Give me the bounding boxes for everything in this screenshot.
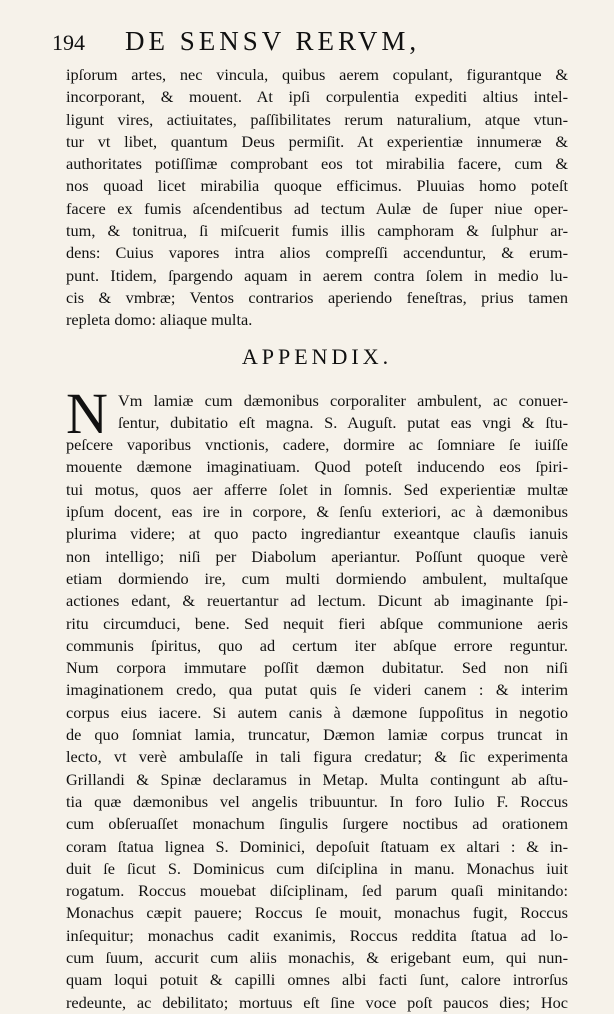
text-line: actiones edant, & reuertantur ad lectum. Dicunt ab imaginante ſpi- <box>66 591 568 611</box>
appendix-paragraph <box>66 380 568 1014</box>
text-line: lecto, vt verè ambulaſſe in tali figura credatur; & ſic experimenta <box>66 747 568 767</box>
text-line: facere ex fumis aſcendentibus ad tectum Aulæ de ſuper niue oper- <box>66 198 568 218</box>
text-line: mouente dæmone imaginatiuam. Quod poteſt inducendo eos ſpiri- <box>66 457 568 477</box>
text-line: ipſum docent, eas ire in corpore, & ſenſu exteriori, ac à dæmonibus <box>66 502 568 522</box>
continuation-paragraph <box>66 64 568 332</box>
text-line: cis & vmbræ; Ventos contrarios aperiendo feneſtras, prius tamen <box>66 287 568 307</box>
running-header <box>52 26 568 64</box>
text-line: tia quæ dæmonibus vel angelis tribuuntur. In foro Iulio F. Roccus <box>66 791 568 811</box>
appendix-heading: APPENDIX. <box>241 343 393 369</box>
text-line: ritu circumduci, bene. Sed nequit fieri abſque communione aeris <box>66 613 568 633</box>
text-line: Num corpora immutare poſſit dæmon dubitatur. Sed non niſi <box>66 658 568 678</box>
text-line: rogatum. Roccus mouebat diſciplinam, ſed parum quaſi minitando: <box>66 881 568 901</box>
text-line: cum ſuum, accurit cum aliis monachis, & erigebant eum, qui nun- <box>66 947 568 967</box>
text-line: imaginationem credo, qua putat quis ſe videri canem : & interim <box>66 680 568 700</box>
text-line: Monachus cæpit pauere; Roccus ſe mouit, monachus fugit, Roccus <box>66 903 568 923</box>
text-line: dens: Cuius vapores intra alios compreſſi accenduntur, & erum- <box>66 243 568 263</box>
text-line: communis ſpiritus, quo ad certum iter abſque errore reguntur. <box>66 635 568 655</box>
text-line: tum, & tonitrua, ſi miſcuerit fumis illis camphoram & ſulphur ar- <box>66 221 568 241</box>
text-line: de quo ſomniat lamia, truncatur, Dæmon lamiæ corpus truncat in <box>66 725 568 745</box>
text-line: tui motus, quos aer afferre ſolet in ſomnis. Sed experientiæ multæ <box>66 479 568 499</box>
text-line: Vm lamiæ cum dæmonibus corporaliter ambulent, ac conuer- <box>118 390 568 410</box>
text-line: repleta domo: aliaque multa. <box>66 310 253 330</box>
text-line: cum obſeruaſſet monachum ſingulis ſurgere noctibus ad orationem <box>66 814 568 834</box>
text-line: non intelligo; niſi per Diabolum aperiantur. Poſſunt quoque verè <box>66 546 568 566</box>
text-line: ſentur, dubitatio eſt magna. S. Auguſt. putat eas vngi & ſtu- <box>118 412 568 432</box>
text-line: etiam dormiendo ire, cum multi dormiendo ambulent, multaſque <box>66 568 568 588</box>
text-line: plurima videre; at quo pacto ingrediantur exeantque clauſis ianuis <box>66 524 568 544</box>
text-line: punt. Itidem, ſpargendo aquam in aerem contra ſolem in medio lu- <box>66 265 568 285</box>
text-line: Grillandi & Spinæ declaramus in Metap. Multa contingunt ab aſtu- <box>66 769 568 789</box>
text-line: peſcere vaporibus vnctionis, cadere, dormire ac ſomniare ſe iuiſſe <box>66 435 568 455</box>
text-line: ligunt vires, actiuitates, paſſibilitates rerum naturalium, atque vtun- <box>66 109 568 129</box>
text-line: authoritates potiſſimæ comprobant eos tot mirabilia facere, cum & <box>66 154 568 174</box>
page-number: 194 <box>52 30 85 55</box>
text-line: corpus eius iacere. Si autem canis à dæmone ſuppoſitus in negotio <box>66 702 568 722</box>
drop-cap: N <box>66 380 108 446</box>
text-line: incorporant, & mouent. At ipſi corpulentia expediti altius intel- <box>66 87 568 107</box>
text-line: duit ſe ſicut S. Dominicus cum diſciplina in manu. Monachus iuit <box>66 858 568 878</box>
text-line: coram ſtatua lignea S. Dominici, depoſuit ſtatuam ex altari : & in- <box>66 836 568 856</box>
text-line: quam loqui potuit & capilli omnes albi facti ſunt, calore introrſus <box>66 970 568 990</box>
text-line: inſequitur; monachus cadit exanimis, Roccus reddita ſtatua ad lo- <box>66 925 568 945</box>
text-line: ipſorum artes, nec vincula, quibus aerem copulant, figurantque & <box>66 65 568 84</box>
running-title: DE SENSV RERVM, <box>125 26 421 56</box>
text-line: redeunte, ac debilitato; mortuus eſt ſine voce poſt paucos dies; Hoc <box>66 992 568 1012</box>
text-line: nos quoad licet mirabilia quoque efficimus. Pluuias homo poteſt <box>66 176 568 196</box>
text-line: tur vt libet, quantum Deus permiſit. At experientiæ innumeræ & <box>66 131 568 151</box>
